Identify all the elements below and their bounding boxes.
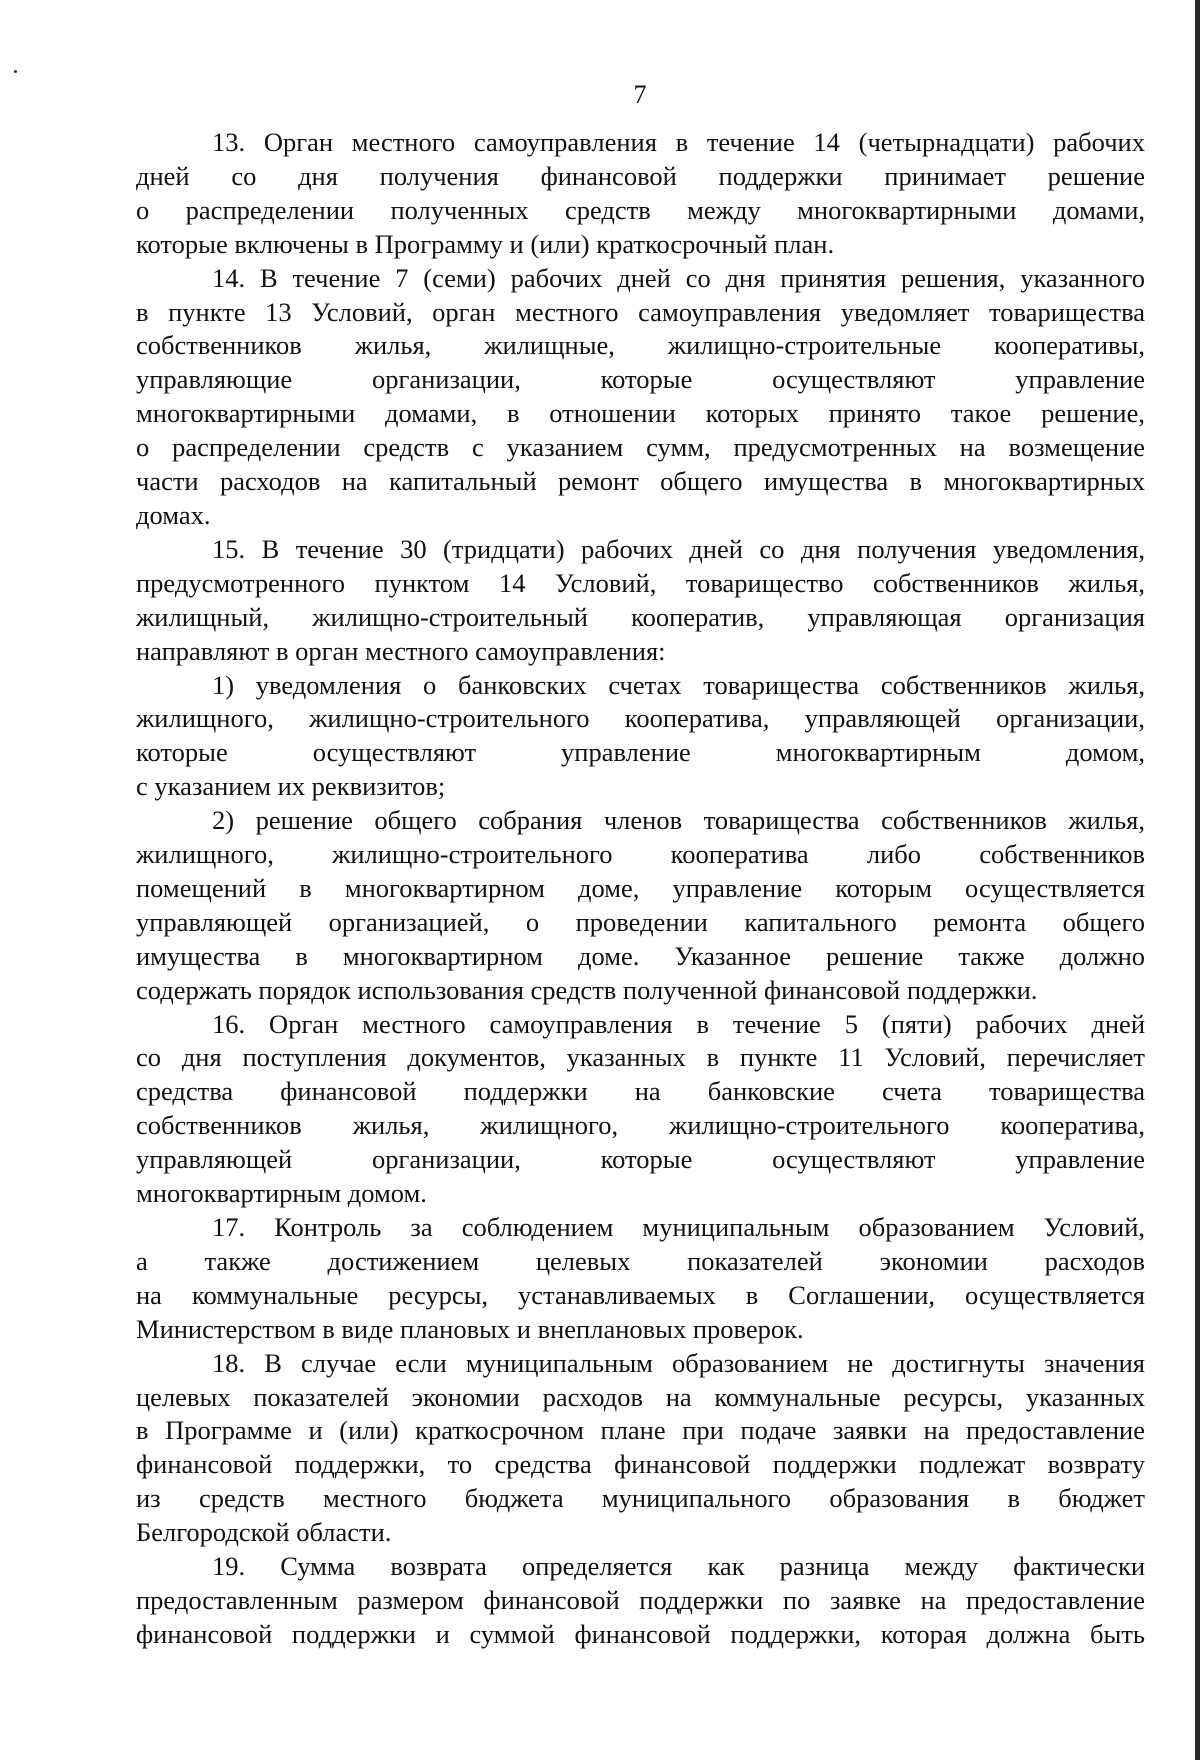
text-line: собственников жилья, жилищного, жилищно-строительного кооператива, xyxy=(136,1110,1145,1141)
scan-page-edge xyxy=(1195,0,1200,1760)
scan-speck xyxy=(14,70,17,73)
text-line: в Программе и (или) краткосрочном плане при подаче заявки на предоставление xyxy=(136,1415,1145,1446)
text-line: финансовой поддержки, то средства финансовой поддержки подлежат возврату xyxy=(136,1449,1145,1480)
text-line: 13. Орган местного самоуправления в течение 14 (четырнадцати) рабочих xyxy=(212,127,1145,157)
text-line: Министерством в виде плановых и внеплановых проверок. xyxy=(136,1313,804,1344)
text-line: о распределении средств с указанием сумм, предусмотренных на возмещение xyxy=(136,432,1145,463)
text-line: предусмотренного пунктом 14 Условий, товарищество собственников жилья, xyxy=(136,567,1145,598)
text-line: со дня поступления документов, указанных в пункте 11 Условий, перечисляет xyxy=(136,1042,1145,1073)
text-line: части расходов на капитальный ремонт общего имущества в многоквартирных xyxy=(136,466,1145,497)
text-line: жилищный, жилищно-строительный кооператив, управляющая организация xyxy=(136,601,1145,632)
text-line: из средств местного бюджета муниципального образования в бюджет xyxy=(136,1483,1145,1514)
text-line: многоквартирными домами, в отношении которых принято такое решение, xyxy=(136,398,1145,429)
text-line: имущества в многоквартирном доме. Указанное решение также должно xyxy=(136,940,1145,971)
text-line: целевых показателей экономии расходов на коммунальные ресурсы, указанных xyxy=(136,1381,1145,1412)
text-line: многоквартирным домом. xyxy=(136,1178,427,1209)
text-line: 17. Контроль за соблюдением муниципальным образованием Условий, xyxy=(212,1212,1145,1242)
text-line: средства финансовой поддержки на банковские счета товарищества xyxy=(136,1076,1145,1107)
text-line: 1) уведомления о банковских счетах товарищества собственников жилья, xyxy=(212,669,1145,700)
text-line: помещений в многоквартирном доме, управление которым осуществляется xyxy=(136,872,1145,903)
text-line: 2) решение общего собрания членов товарищества собственников жилья, xyxy=(212,805,1145,836)
text-line: содержать порядок использования средств полученной финансовой поддержки. xyxy=(136,974,1038,1005)
text-line: жилищного, жилищно-строительного кооператива, управляющей организации, xyxy=(136,703,1145,734)
text-line: которые осуществляют управление многоквартирным домом, xyxy=(136,737,1145,768)
text-line: предоставленным размером финансовой поддержки по заявке на предоставление xyxy=(136,1584,1145,1615)
text-line: которые включены в Программу и (или) краткосрочный план. xyxy=(136,228,835,259)
document-body xyxy=(136,126,1145,1652)
text-line: на коммунальные ресурсы, устанавливаемых в Соглашении, осуществляется xyxy=(136,1279,1145,1310)
text-line: жилищного, жилищно-строительного кооператива либо собственников xyxy=(136,839,1145,870)
text-line: Белгородской области. xyxy=(136,1517,392,1548)
text-line: о распределении полученных средств между многоквартирными домами, xyxy=(136,194,1145,225)
text-line: управляющие организации, которые осуществляют управление xyxy=(136,364,1145,395)
text-line: в пункте 13 Условий, орган местного самоуправления уведомляет товарищества xyxy=(136,296,1145,327)
text-line: 19. Сумма возврата определяется как разница между фактически xyxy=(212,1551,1145,1582)
text-line: дней со дня получения финансовой поддержки принимает решение xyxy=(136,160,1145,191)
text-line: 15. В течение 30 (тридцати) рабочих дней со дня получения уведомления, xyxy=(212,533,1145,564)
text-line: направляют в орган местного самоуправления: xyxy=(136,635,666,666)
page-number: 7 xyxy=(633,80,647,109)
text-line: а также достижением целевых показателей экономии расходов xyxy=(136,1245,1145,1276)
text-line: управляющей организацией, о проведении капитального ремонта общего xyxy=(136,906,1145,937)
text-line: домах. xyxy=(136,499,211,530)
text-line: 14. В течение 7 (семи) рабочих дней со дня принятия решения, указанного xyxy=(212,262,1145,293)
text-line: управляющей организации, которые осуществляют управление xyxy=(136,1144,1145,1175)
text-line: 18. В случае если муниципальным образованием не достигнуты значения xyxy=(212,1347,1145,1378)
text-line: с указанием их реквизитов; xyxy=(136,771,446,802)
text-line: 16. Орган местного самоуправления в течение 5 (пяти) рабочих дней xyxy=(212,1008,1145,1039)
text-line: собственников жилья, жилищные, жилищно-строительные кооперативы, xyxy=(136,330,1145,361)
text-line: финансовой поддержки и суммой финансовой поддержки, которая должна быть xyxy=(136,1618,1145,1649)
